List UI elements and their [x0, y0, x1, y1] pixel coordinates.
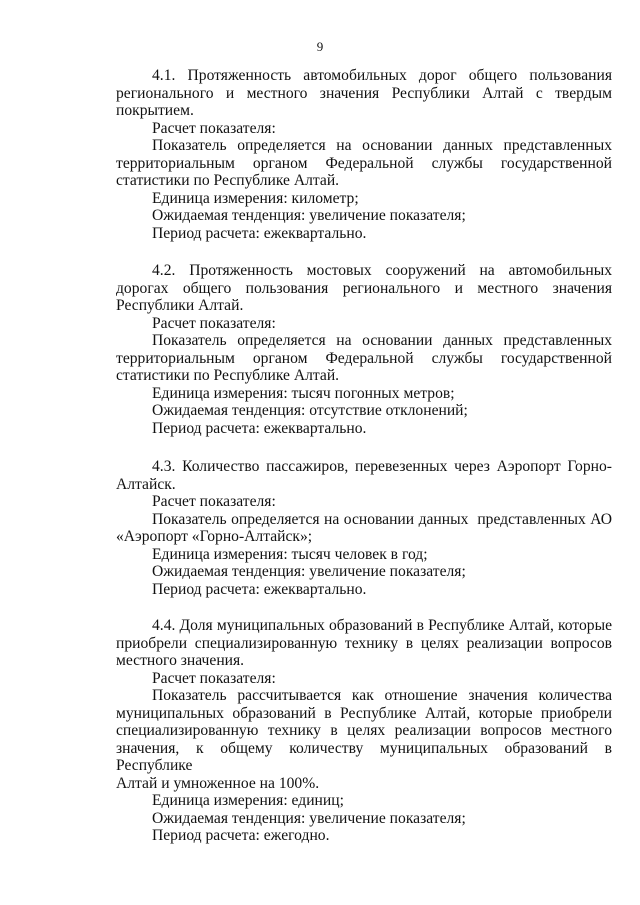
description-line: Показатель определяется на основании данных представленных: [152, 332, 612, 349]
description-line: Алтай и умноженное на 100%.: [116, 774, 320, 792]
period-line: Период расчета: ежеквартально.: [152, 580, 367, 598]
calc-label: Расчет показателя:: [152, 669, 276, 687]
calc-label: Расчет показателя:: [152, 314, 276, 332]
period-line: Период расчета: ежеквартально.: [152, 224, 367, 242]
period-line: Период расчета: ежегодно.: [152, 827, 330, 844]
unit-line: Единица измерения: тысяч погонных метров;: [152, 384, 455, 402]
description-line: Показатель определяется на основании данных представленных АО: [152, 510, 612, 528]
section-4-2: [116, 262, 612, 437]
description-line: территориальным органом Федеральной службы государственной: [116, 349, 612, 367]
description-line: статистики по Республике Алтай.: [116, 367, 340, 384]
trend-line: Ожидаемая тенденция: отсутствие отклонений;: [152, 402, 468, 419]
section-title-line: Алтайск.: [116, 475, 176, 493]
section-4-3: [116, 458, 612, 598]
description-line: Показатель рассчитывается как отношение значения количества: [152, 687, 612, 704]
section-title-line: местного значения.: [116, 652, 245, 669]
unit-line: Единица измерения: единиц;: [152, 792, 344, 809]
unit-line: Единица измерения: тысяч человек в год;: [152, 545, 428, 563]
trend-line: Ожидаемая тенденция: увеличение показателя;: [152, 563, 466, 580]
calc-label: Расчет показателя:: [152, 119, 276, 137]
calc-label: Расчет показателя:: [152, 493, 276, 510]
trend-line: Ожидаемая тенденция: увеличение показателя;: [152, 809, 466, 827]
section-title-line: приобрели специализированную технику в целях реализации вопросов: [116, 634, 612, 652]
description-line: территориальным органом Федеральной службы государственной: [116, 154, 612, 172]
page-number: 9: [316, 39, 324, 54]
description-line: «Аэропорт «Горно-Алтайск»;: [116, 528, 313, 545]
trend-line: Ожидаемая тенденция: увеличение показателя;: [152, 207, 466, 224]
description-line: значения, к общему количеству муниципальных образований в Республике: [116, 739, 612, 774]
section-title-line: 4.3. Количество пассажиров, перевезенных через Аэропорт Горно-: [152, 458, 612, 475]
section-title-line: регионального и местного значения Республики Алтай с твердым: [116, 84, 612, 102]
period-line: Период расчета: ежеквартально.: [152, 419, 367, 437]
description-line: муниципальных образований в Республике Алтай, которые приобрели: [116, 704, 612, 722]
section-title-line: покрытием.: [116, 102, 194, 119]
description-line: статистики по Республике Алтай.: [116, 172, 340, 189]
description-line: Показатель определяется на основании данных представленных: [152, 137, 612, 154]
section-4-1: [116, 67, 612, 242]
section-title-line: 4.4. Доля муниципальных образований в Республике Алтай, которые: [152, 617, 612, 634]
section-4-4: [116, 617, 612, 845]
section-title-line: 4.1. Протяженность автомобильных дорог общего пользования: [152, 67, 612, 84]
section-title-line: Республики Алтай.: [116, 297, 244, 314]
description-line: специализированную технику в целях реализации вопросов местного: [116, 722, 612, 739]
unit-line: Единица измерения: километр;: [152, 189, 359, 207]
section-title-line: дорогах общего пользования регионального и местного значения: [116, 279, 612, 297]
section-title-line: 4.2. Протяженность мостовых сооружений на автомобильных: [152, 262, 612, 279]
